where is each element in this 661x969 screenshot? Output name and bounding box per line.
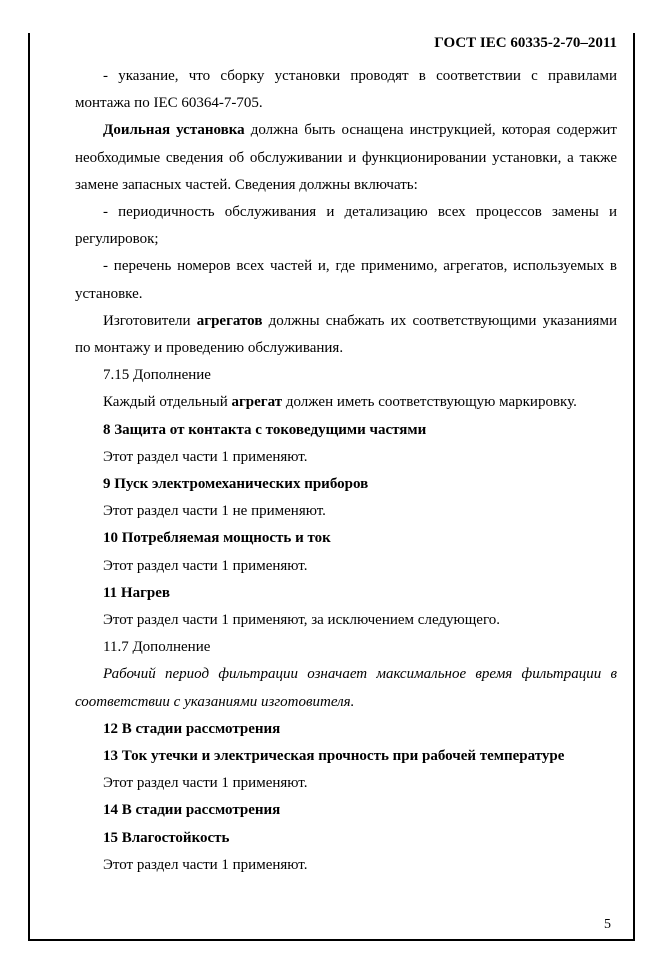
paragraph xyxy=(75,417,617,444)
text-run: Каждый отдельный xyxy=(103,394,232,411)
text-run: 10 Потребляемая мощность и ток xyxy=(103,530,331,547)
text-run: Изготовители xyxy=(103,312,197,329)
text-run: 8 Защита от контакта с токоведущими частями xyxy=(103,421,427,438)
text-run: - перечень номеров всех частей и, где применимо, агрегатов, используемых в установке. xyxy=(75,258,617,302)
text-run: 9 Пуск электромеханических приборов xyxy=(103,476,369,493)
text-run: Этот раздел части 1 применяют. xyxy=(103,448,308,465)
text-run: должна быть оснащена инструкцией, которая содержит необходимые сведения об обслуживании и функционировании установки, а также замене запасных частей. Сведения должны включать: xyxy=(75,122,617,193)
paragraph xyxy=(75,634,617,661)
paragraph xyxy=(75,471,617,498)
text-run: - указание, что сборку установки проводят в соответствии с правилами монтажа по IEC 60364-7-705. xyxy=(75,68,617,112)
text-run: 12 В стадии рассмотрения xyxy=(103,720,281,737)
paragraph xyxy=(75,362,617,389)
paragraph xyxy=(75,389,617,416)
paragraph xyxy=(75,661,617,715)
paragraph xyxy=(75,825,617,852)
paragraph xyxy=(75,580,617,607)
paragraph xyxy=(75,553,617,580)
text-run: Доильная установка xyxy=(103,122,245,139)
paragraph xyxy=(75,525,617,552)
text-run: 13 Ток утечки и электрическая прочность при рабочей температуре xyxy=(103,748,565,765)
text-run: Рабочий период фильтрации означает максимальное время фильтрации в соответствии с указаниями изготовителя. xyxy=(75,666,617,710)
paragraph xyxy=(75,253,617,307)
paragraph xyxy=(75,63,617,117)
text-run: Этот раздел части 1 применяют, за исключением следующего. xyxy=(103,612,500,629)
text-run: должен иметь соответствующую маркировку. xyxy=(282,394,577,411)
standard-number: ГОСТ IEC 60335-2-70–2011 xyxy=(434,35,617,51)
paragraph xyxy=(75,308,617,362)
text-run: Этот раздел части 1 применяют. xyxy=(103,775,308,792)
text-run: агрегат xyxy=(231,394,283,411)
paragraph xyxy=(75,716,617,743)
text-run: агрегатов xyxy=(196,312,263,329)
text-run: Этот раздел части 1 применяют. xyxy=(103,856,308,873)
document-body xyxy=(75,63,617,879)
paragraph xyxy=(75,607,617,634)
text-run: 15 Влагостойкость xyxy=(103,829,230,846)
text-run: Этот раздел части 1 применяют. xyxy=(103,557,308,574)
paragraph xyxy=(75,852,617,879)
paragraph xyxy=(75,199,617,253)
document-header xyxy=(75,33,617,53)
paragraph xyxy=(75,117,617,199)
paragraph xyxy=(75,743,617,770)
text-run: 11 Нагрев xyxy=(103,584,171,601)
paragraph xyxy=(75,770,617,797)
page-number: 5 xyxy=(604,917,611,932)
text-run: - периодичность обслуживания и детализацию всех процессов замены и регулировок; xyxy=(75,204,617,248)
paragraph xyxy=(75,797,617,824)
text-run: 7.15 Дополнение xyxy=(103,367,211,384)
document-page xyxy=(0,33,661,969)
paragraph xyxy=(75,498,617,525)
text-run: Этот раздел части 1 не применяют. xyxy=(103,503,326,520)
text-run: должны снабжать их соответствующими указаниями по монтажу и проведению обслуживания. xyxy=(75,312,617,357)
text-run: 14 В стадии рассмотрения xyxy=(103,802,281,819)
paragraph xyxy=(75,444,617,471)
text-run: 11.7 Дополнение xyxy=(103,639,211,656)
